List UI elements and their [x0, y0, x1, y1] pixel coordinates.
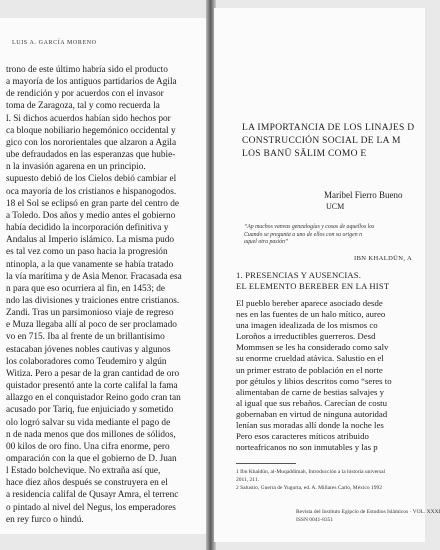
author-affiliation: UCM: [326, 202, 345, 211]
text-line: ube defraudados en las esperanzas que hubie-: [6, 150, 176, 161]
running-head: LUIS A. GARCÍA MORENO: [12, 40, 97, 46]
text-line: supuesto debió de los Cielos debió cambiar el: [6, 174, 177, 185]
text-line: quistador presentó ante la corte califal la fama: [6, 381, 178, 392]
text-line: Witiza. Pero a pesar de la gran cantidad de oro: [6, 368, 180, 379]
text-line: una imagen idealizada de los mismos co: [236, 320, 378, 331]
text-line: a mayoría de los antiguos partidarios de Agila: [6, 77, 177, 88]
text-line: n para que eso ocurriera al fin, en 1453; de: [6, 283, 166, 294]
text-line: 18 el Sol se eclipsó en gran parte del centro de: [6, 198, 179, 209]
text-line: l. Si dichos acuerdos habían sido hechos por: [6, 113, 171, 124]
text-line: Loroños a irreductibles guerreros. Desd: [236, 331, 376, 342]
text-line: n la invasión agarena en un principio.: [6, 162, 146, 173]
journal-line: Revista del Instituto Egipcio de Estudios Islámicos · VOL. XXXI: [296, 509, 440, 515]
text-line: acusado por Tariq, fue enjuiciado y sometido: [6, 405, 174, 416]
epigraph-line: aquel otra pasión”: [244, 239, 289, 246]
text-line: Andalus al Imperio islámico. La misma pudo: [6, 235, 175, 246]
text-line: alimentaban de carne de bestias salvajes y: [236, 386, 385, 397]
text-line: gico con los nororientales que alzaron a Agila: [6, 137, 177, 148]
text-line: de rendición y por acuerdos con el invasor: [6, 89, 164, 100]
footnotes: [236, 468, 431, 492]
footnote-line: 2 Salustio, Guerra de Yugurta, ed. A. Millares Carlo, México 1992: [236, 485, 382, 491]
title-line: LA IMPORTANCIA DE LOS LINAJES D: [242, 123, 415, 133]
title-line: LOS BANŪ SĀLIM COMO E: [242, 149, 367, 159]
left-page: [0, 18, 208, 534]
text-line: Pero esos caracteres míticos atribuido: [236, 431, 369, 442]
left-body-text: [6, 64, 204, 526]
text-line: al igual que sus rebaños. Carecían de costu: [236, 397, 387, 408]
text-line: El pueblo bereber aparece asociado desde: [236, 298, 383, 308]
text-line: olo logró salvar su vida mediante el pago de: [6, 417, 171, 428]
footnote-line: 2011, 211.: [236, 477, 259, 483]
text-line: a residencia califal de Qusayr Amra, el terrenc: [6, 490, 179, 501]
footnote-rule: [236, 463, 296, 464]
text-line: ntinopla, a la que vanamente se había tratado: [6, 259, 174, 270]
text-line: Zandi. Tras un parsimonioso viaje de regreso: [6, 308, 174, 319]
text-line: Mommsen se les ha considerado como salv: [236, 342, 389, 353]
text-line: hace diez años después se construyera en el: [6, 478, 168, 489]
text-line: n de nada menos que dos millones de sólidos,: [6, 429, 176, 440]
text-line: o pintado al nivel del Negus, los emperadores: [6, 502, 176, 513]
text-line: oca mayoría de los cristianos e hispanogodos.: [6, 186, 177, 197]
section-heading-line: EL ELEMENTO BEREBER EN LA HIST: [236, 281, 390, 291]
text-line: ca bloque nobiliario hegemónico occidental y: [6, 125, 176, 136]
text-line: allazgo en el conquistador Reino godo cran tan: [6, 393, 181, 404]
text-line: norteafricanos no son inmutables y las p: [236, 442, 378, 453]
text-line: había decidido la incorporación definitiva y: [6, 223, 169, 234]
text-line: nes en las fuentes de un halo mítico, aureo: [236, 309, 386, 320]
text-line: toma de Zaragoza, tal y como recuerda la: [6, 101, 160, 112]
text-line: su enorme crueldad atávica. Salustio en el: [236, 353, 384, 364]
text-line: en rey furco o hindú.: [6, 514, 84, 525]
section-heading: [236, 270, 431, 292]
text-line: 00 kilos de oro fino. Una cifra enorme, pero: [6, 441, 170, 452]
text-line: l Estado bolchevique. No extraña así que,: [6, 466, 161, 477]
author-name: Maribel Fierro Bueno: [324, 190, 403, 200]
text-line: trono de este último habría sido el producto: [6, 65, 168, 75]
article-title: [242, 122, 432, 161]
text-line: ndo las divisiones y traiciones entre cristianos.: [6, 295, 180, 306]
text-line: estacaban jóvenes nobles cautivas y algunos: [6, 344, 171, 355]
epigraph: [244, 224, 429, 247]
epigraph-line: “Ap muchos vanvas genealogías y cosas de aquellos los: [244, 224, 375, 230]
text-line: por gétulos y libios descritos como “seres to: [236, 375, 392, 386]
text-line: lenían sus moradas allí donde la noche les: [236, 420, 384, 431]
text-line: e Muza llegaba allí al poco de ser proclamado: [6, 320, 177, 331]
text-line: vo en 715. Iba al frente de un brillantísimo: [6, 332, 165, 343]
footnote-line: 1 Ibn Khaldūn, al-Muqaddimah, Introducción a la historia universal: [236, 469, 386, 475]
text-line: gobernaban en virtud de ninguna autoridad: [236, 408, 388, 419]
epigraph-attribution: IBN KHALDŪN, A: [354, 255, 413, 262]
text-line: a Toledo. Dos años y medio antes el gobierno: [6, 210, 176, 221]
title-line: CONSTRUCCIÓN SOCIAL DE LA M: [242, 136, 401, 146]
right-page: [214, 8, 440, 542]
section-heading-line: 1. PRESENCIAS Y AUSENCIAS.: [236, 270, 362, 280]
epigraph-line: Cuando se pregunta a uno de ellos con su origen n: [244, 231, 362, 238]
text-line: la vía marítima y de Asia Menor. Fracasada esa: [6, 271, 182, 282]
right-body-text: [236, 298, 431, 453]
text-line: un primer estrato de población en el norte: [236, 364, 383, 375]
text-line: es tal vez como un paso hacia la progresión: [6, 247, 168, 258]
journal-footer: [296, 508, 440, 524]
text-line: los colaboradores como Teudemiro y algún: [6, 356, 167, 367]
journal-line: ISSN 0041-8351: [296, 517, 334, 523]
text-line: omparación con la que el gobierno de D. Juan: [6, 454, 177, 464]
